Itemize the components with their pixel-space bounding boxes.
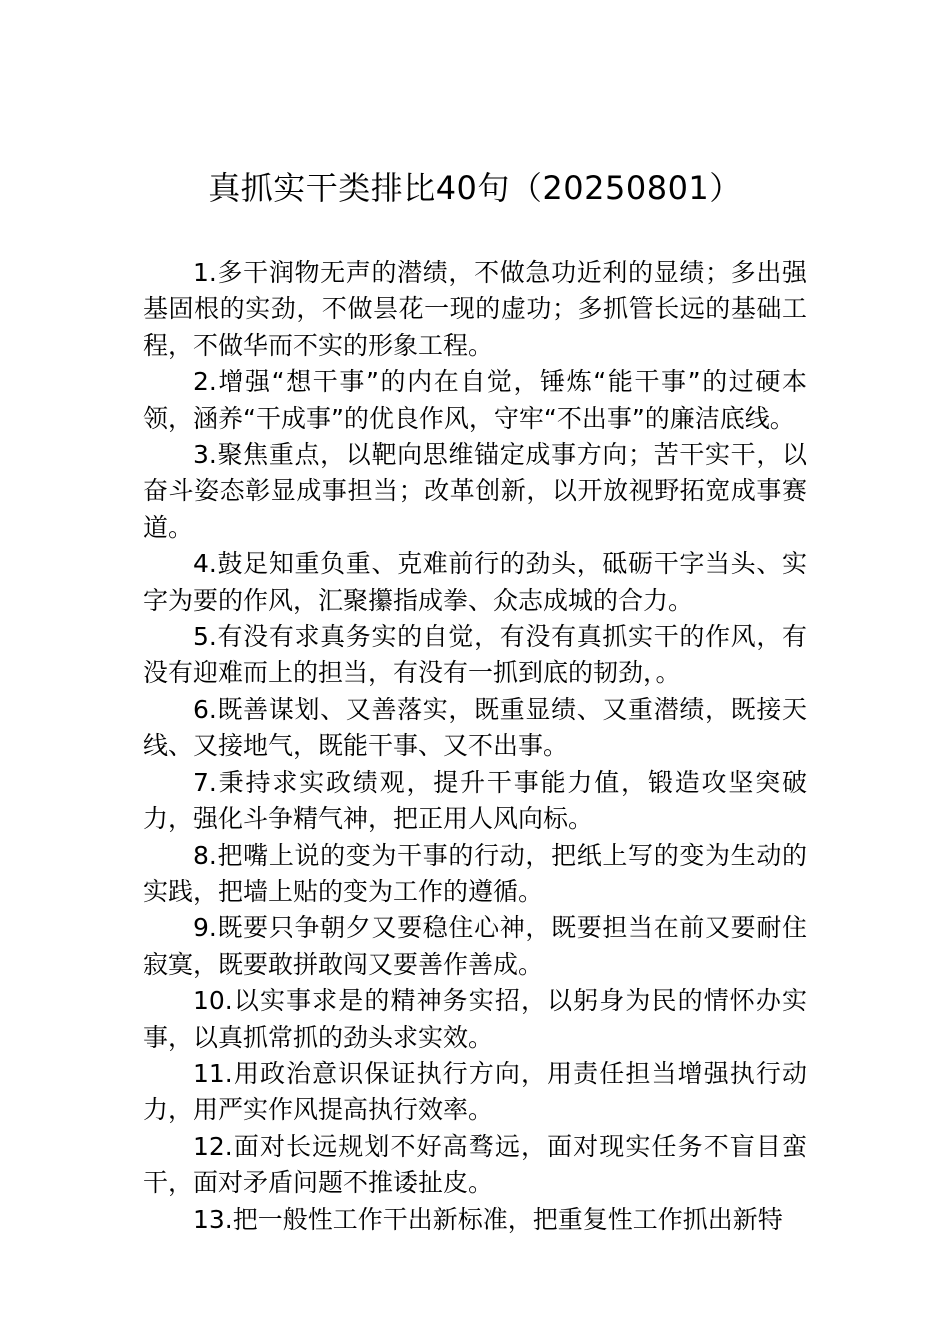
document-title: 真抓实干类排比40句（20250801） — [208, 169, 742, 207]
document-body — [143, 255, 807, 1238]
paragraph-9: 9.既要只争朝夕又要稳住心神，既要担当在前又要耐住寂寞，既要敢拼敢闯又要善作善成。 — [143, 913, 807, 979]
paragraph-3: 3.聚焦重点，以靶向思维锚定成事方向；苦干实干，以奋斗姿态彰显成事担当；改革创新，以开放视野拓宽成事赛道。 — [143, 440, 807, 542]
paragraph-6: 6.既善谋划、又善落实，既重显绩、又重潜绩，既接天线、又接地气，既能干事、又不出事。 — [143, 694, 807, 761]
paragraph-5: 5.有没有求真务实的自觉，有没有真抓实干的作风，有没有迎难而上的担当，有没有一抓到底的韧劲，。 — [143, 622, 807, 688]
paragraph-4: 4.鼓足知重负重、克难前行的劲头，砥砺干字当头、实字为要的作风，汇聚攥指成拳、众志成城的合力。 — [143, 549, 807, 615]
paragraph-8: 8.把嘴上说的变为干事的行动，把纸上写的变为生动的实践，把墙上贴的变为工作的遵循。 — [143, 840, 807, 906]
paragraph-13: 13.把一般性工作干出新标准，把重复性工作抓出新特 — [193, 1204, 783, 1234]
paragraph-12: 12.面对长远规划不好高骛远，面对现实任务不盲目蛮干，面对矛盾问题不推诿扯皮。 — [143, 1131, 807, 1198]
paragraph-1: 1.多干润物无声的潜绩，不做急功近利的显绩；多出强基固根的实劲，不做昙花一现的虚功；多抓管长远的基础工程，不做华而不实的形象工程。 — [143, 258, 807, 360]
paragraph-10: 10.以实事求是的精神务实招，以躬身为民的情怀办实事，以真抓常抓的劲头求实效。 — [143, 986, 807, 1052]
paragraph-11: 11.用政治意识保证执行方向，用责任担当增强执行动力，用严实作风提高执行效率。 — [143, 1058, 807, 1125]
paragraph-7: 7.秉持求实政绩观，提升干事能力值，锻造攻坚突破力，强化斗争精气神，把正用人风向标。 — [143, 767, 807, 834]
paragraph-2: 2.增强“想干事”的内在自觉，锤炼“能干事”的过硬本领，涵养“干成事”的优良作风，守牢“不出事”的廉洁底线。 — [143, 367, 807, 433]
